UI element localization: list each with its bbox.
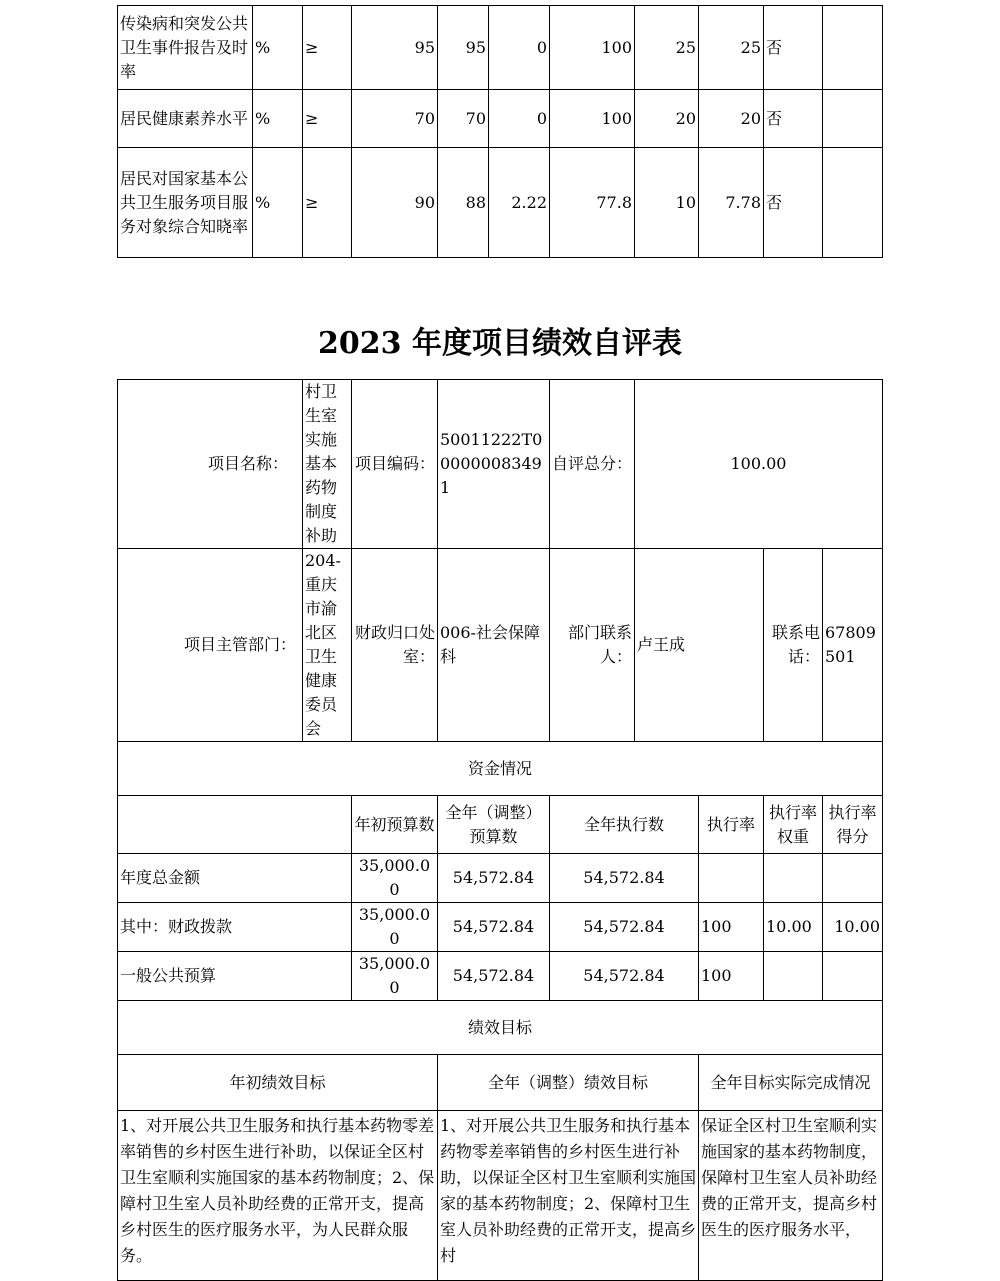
indicator-target: 70 (352, 90, 438, 148)
funds-adjusted: 54,572.84 (438, 854, 550, 903)
dept-label: 项目主管部门： (118, 549, 303, 742)
indicator-target: 95 (352, 6, 438, 90)
table-row (118, 6, 883, 90)
funds-adjusted: 54,572.84 (438, 952, 550, 1001)
table-row (118, 903, 883, 952)
goals-header-initial: 年初绩效目标 (118, 1055, 438, 1111)
phone-value: 67809501 (823, 549, 883, 742)
funds-header-rate: 执行率 (699, 796, 764, 854)
self-score: 100.00 (635, 380, 883, 549)
goals-section-title: 绩效目标 (118, 1001, 883, 1055)
indicator-actual: 95 (438, 6, 489, 90)
funds-adjusted: 54,572.84 (438, 903, 550, 952)
funds-weight (764, 952, 823, 1001)
indicator-name: 居民对国家基本公共卫生服务项目服务对象综合知晓率 (118, 148, 253, 258)
indicator-note (823, 6, 883, 90)
indicator-name: 传染病和突发公共卫生事件报告及时率 (118, 6, 253, 90)
goals-adjusted-text: 1、对开展公共卫生服务和执行基本药物零差率销售的乡村医生进行补助，以保证全区村卫生室顺利实施国家的基本药物制度；2、保障村卫生室人员补助经费的正常开支，提高乡村 (438, 1111, 699, 1281)
funds-executed: 54,572.84 (550, 903, 699, 952)
goals-initial-text: 1、对开展公共卫生服务和执行基本药物零差率销售的乡村医生进行补助，以保证全区村卫生室顺利实施国家的基本药物制度；2、保障村卫生室人员补助经费的正常开支，提高乡村医生的医疗服务水平，为人民群众服务。 (118, 1111, 438, 1281)
indicator-unit: % (253, 90, 303, 148)
indicator-score: 20 (699, 90, 764, 148)
phone-label: 联系电话： (764, 549, 823, 742)
goals-section-row (118, 1001, 883, 1055)
indicator-rate: 77.8 (550, 148, 635, 258)
dept-value: 204-重庆市渝北区卫生健康委员会 (303, 549, 352, 742)
funds-header-row (118, 796, 883, 854)
funds-score (823, 854, 883, 903)
funds-executed: 54,572.84 (550, 952, 699, 1001)
self-evaluation-table (117, 379, 883, 1281)
indicator-operator: ≥ (303, 148, 352, 258)
indicator-weight: 10 (635, 148, 699, 258)
indicator-name: 居民健康素养水平 (118, 90, 253, 148)
indicator-rate: 100 (550, 90, 635, 148)
goals-header-adjusted: 全年（调整）绩效目标 (438, 1055, 699, 1111)
goals-content-row (118, 1111, 883, 1281)
funds-score (823, 952, 883, 1001)
goals-header-row (118, 1055, 883, 1111)
funds-section-title: 资金情况 (118, 742, 883, 796)
indicator-unit: % (253, 6, 303, 90)
funds-row-label: 一般公共预算 (118, 952, 352, 1001)
indicator-weight: 20 (635, 90, 699, 148)
indicator-note (823, 148, 883, 258)
indicator-note (823, 90, 883, 148)
table-row (118, 952, 883, 1001)
finance-value: 006-社会保障科 (438, 549, 550, 742)
indicator-weight: 25 (635, 6, 699, 90)
indicator-unit: % (253, 148, 303, 258)
indicator-score: 25 (699, 6, 764, 90)
funds-initial: 35,000.00 (352, 903, 438, 952)
funds-row-label: 其中：财政拨款 (118, 903, 352, 952)
self-score-label: 自评总分： (550, 380, 635, 549)
project-code-label: 项目编码： (352, 380, 438, 549)
indicator-deviation: 0 (489, 6, 550, 90)
funds-initial: 35,000.00 (352, 854, 438, 903)
indicator-target: 90 (352, 148, 438, 258)
project-name-label: 项目名称： (118, 380, 303, 549)
indicator-score: 7.78 (699, 148, 764, 258)
funds-header-blank (118, 796, 352, 854)
indicator-table (117, 5, 883, 258)
indicator-actual: 70 (438, 90, 489, 148)
funds-score: 10.00 (823, 903, 883, 952)
indicator-actual: 88 (438, 148, 489, 258)
funds-header-initial: 年初预算数 (352, 796, 438, 854)
funds-section-row (118, 742, 883, 796)
funds-rate: 100 (699, 952, 764, 1001)
project-code: 50011222T000000083491 (438, 380, 550, 549)
funds-executed: 54,572.84 (550, 854, 699, 903)
funds-row-label: 年度总金额 (118, 854, 352, 903)
project-name: 村卫生室实施基本药物制度补助 (303, 380, 352, 549)
funds-header-executed: 全年执行数 (550, 796, 699, 854)
info-row-project (118, 380, 883, 549)
goals-actual-text: 保证全区村卫生室顺利实施国家的基本药物制度，保障村卫生室人员补助经费的正常开支，提高乡村医生的医疗服务水平， (699, 1111, 883, 1281)
funds-rate (699, 854, 764, 903)
info-row-dept (118, 549, 883, 742)
funds-initial: 35,000.00 (352, 952, 438, 1001)
funds-weight: 10.00 (764, 903, 823, 952)
finance-label: 财政归口处室： (352, 549, 438, 742)
contact-label: 部门联系人： (550, 549, 635, 742)
goals-header-actual: 全年目标实际完成情况 (699, 1055, 883, 1111)
indicator-operator: ≥ (303, 90, 352, 148)
table-row (118, 854, 883, 903)
indicator-deviation: 0 (489, 90, 550, 148)
page-title: 2023 年度项目绩效自评表 (318, 326, 682, 361)
funds-header-adjusted: 全年（调整）预算数 (438, 796, 550, 854)
table-row (118, 148, 883, 258)
indicator-flag: 否 (764, 6, 823, 90)
table-row (118, 90, 883, 148)
indicator-operator: ≥ (303, 6, 352, 90)
funds-weight (764, 854, 823, 903)
funds-header-score: 执行率得分 (823, 796, 883, 854)
indicator-flag: 否 (764, 90, 823, 148)
indicator-flag: 否 (764, 148, 823, 258)
indicator-rate: 100 (550, 6, 635, 90)
funds-header-weight: 执行率权重 (764, 796, 823, 854)
contact-value: 卢王成 (635, 549, 764, 742)
indicator-deviation: 2.22 (489, 148, 550, 258)
funds-rate: 100 (699, 903, 764, 952)
